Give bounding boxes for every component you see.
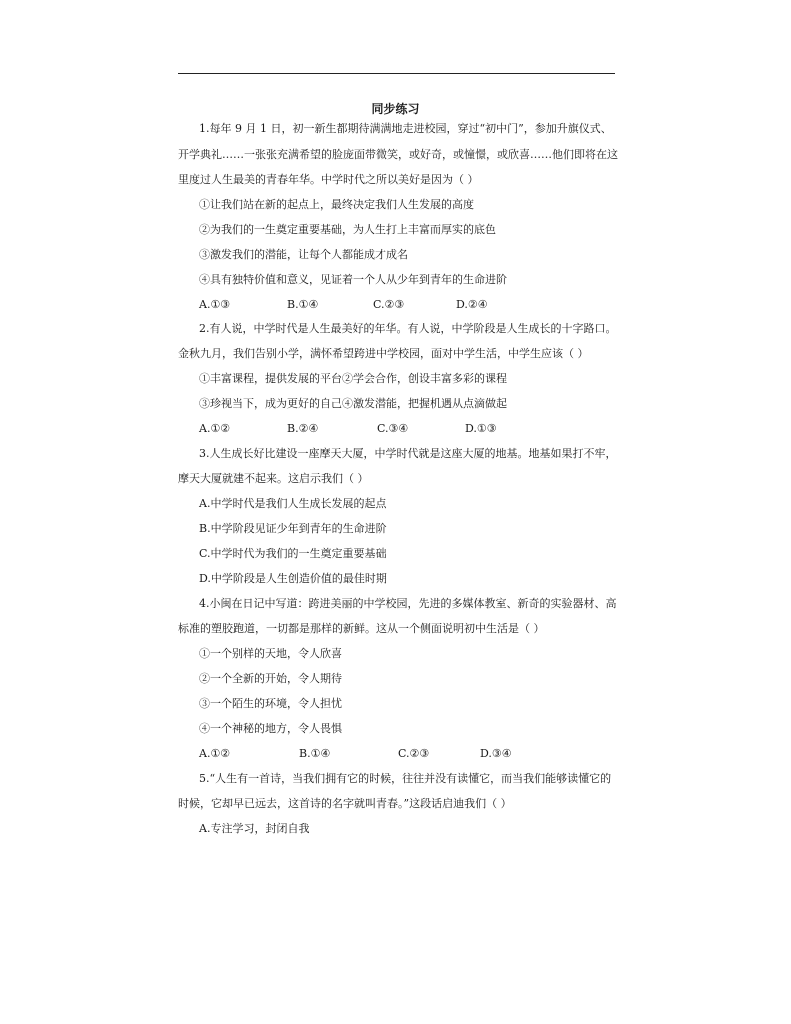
option-d: D.①③ (465, 422, 497, 435)
q4-item: ③一个陌生的环境，令人担忧 (199, 697, 342, 710)
header-rule (178, 73, 615, 74)
q3-choice: A.中学时代是我们人生成长发展的起点 (199, 497, 387, 510)
option-d: D.③④ (480, 747, 512, 760)
q1-stem-line: 里度过人生最美的青春年华。中学时代之所以美好是因为（ ） (178, 173, 479, 186)
option-c: C.②③ (373, 298, 405, 311)
q2-stem-line: 2.有人说，中学时代是人生最美好的年华。有人说，中学阶段是人生成长的十字路口。 (199, 322, 617, 335)
q3-stem-line: 3.人生成长好比建设一座摩天大厦，中学时代就是这座大厦的地基。地基如果打不牢， (199, 447, 617, 460)
option-b: B.①④ (299, 747, 331, 760)
q1-stem-line: 开学典礼……一张张充满希望的脸庞面带微笑，或好奇，或憧憬，或欣喜……他们即将在这 (178, 148, 618, 161)
option-a: A.①③ (199, 298, 231, 311)
q2-item: ①丰富课程，提供发展的平台②学会合作，创设丰富多彩的课程 (199, 372, 507, 385)
page-title: 同步练习 (371, 102, 420, 116)
option-a: A.①② (199, 422, 231, 435)
q4-item: ①一个别样的天地，令人欣喜 (199, 647, 342, 660)
q5-choice: A.专注学习，封闭自我 (199, 822, 310, 835)
q2-item: ③珍视当下，成为更好的自己④激发潜能，把握机遇从点滴做起 (199, 397, 507, 410)
q4-stem-line: 4.小闽在日记中写道：跨进美丽的中学校园，先进的多媒体教室、新奇的实验器材、高 (199, 597, 617, 610)
q1-item: ②为我们的一生奠定重要基础，为人生打上丰富而厚实的底色 (199, 223, 496, 236)
q3-choice: C.中学时代为我们的一生奠定重要基础 (199, 547, 387, 560)
option-b: B.②④ (287, 422, 319, 435)
q2-stem-line: 金秋九月，我们告别小学，满怀希望跨进中学校园，面对中学生活，中学生应该（ ） (178, 347, 589, 360)
q1-item: ③激发我们的潜能，让每个人都能成才成名 (199, 248, 408, 261)
q4-stem-line: 标准的塑胶跑道，一切都是那样的新鲜。这从一个侧面说明初中生活是（ ） (178, 622, 545, 635)
option-a: A.①② (199, 747, 231, 760)
q5-stem-line: 5.“人生有一首诗，当我们拥有它的时候，往往并没有读懂它，而当我们能够读懂它的 (199, 772, 612, 785)
q3-choice: D.中学阶段是人生创造价值的最佳时期 (199, 572, 387, 585)
option-b: B.①④ (287, 298, 319, 311)
q3-choice: B.中学阶段见证少年到青年的生命进阶 (199, 522, 387, 535)
q1-item: ④具有独特价值和意义，见证着一个人从少年到青年的生命进阶 (199, 273, 507, 286)
q1-stem-line: 1.每年 9 月 1 日，初一新生都期待满满地走进校园，穿过“初中门”，参加升旗仪式、 (199, 122, 612, 135)
option-d: D.②④ (456, 298, 488, 311)
option-c: C.②③ (398, 747, 430, 760)
q1-item: ①让我们站在新的起点上，最终决定我们人生发展的高度 (199, 198, 474, 211)
q4-item: ②一个全新的开始，令人期待 (199, 672, 342, 685)
q3-stem-line: 摩天大厦就建不起来。这启示我们（ ） (178, 472, 369, 485)
q5-stem-line: 时候，它却早已远去，这首诗的名字就叫青春。”这段话启迪我们（ ） (178, 797, 512, 810)
q4-item: ④一个神秘的地方，令人畏惧 (199, 722, 342, 735)
option-c: C.③④ (377, 422, 409, 435)
